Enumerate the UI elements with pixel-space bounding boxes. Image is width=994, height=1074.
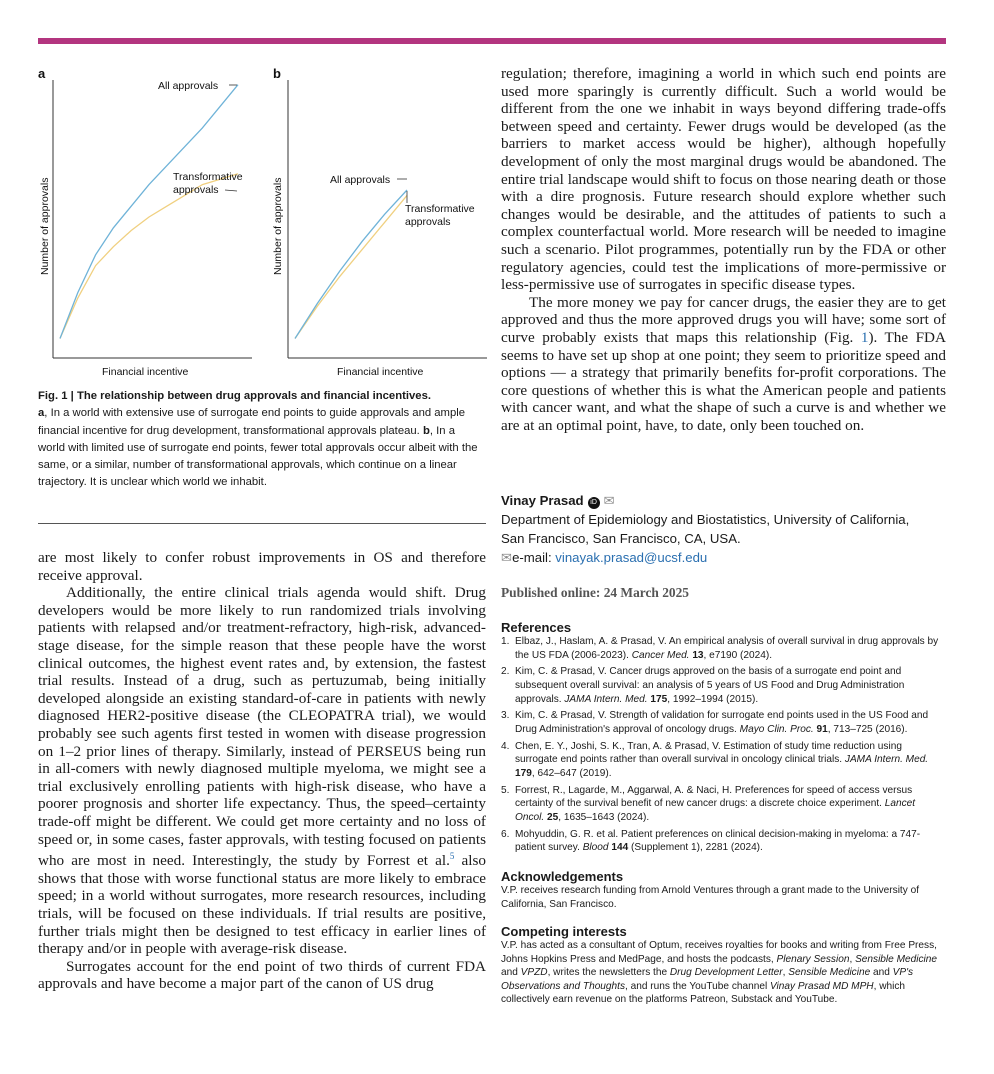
reference-pages: , 1635–1643 (2024). bbox=[558, 811, 650, 823]
panel-a-all-label: All approvals bbox=[158, 80, 219, 92]
panel-b-trans-label-1: Transformative bbox=[405, 203, 475, 215]
caption-b-text: , In a world with limited use of surrogate end points, fewer total approvals occur albeit with the same, or a similar, number of transformational approvals, which continue on a linear trajectory. It is unclear which world we inhabit. bbox=[38, 424, 478, 489]
panel-b-label: b bbox=[273, 66, 281, 81]
reference-journal: Mayo Clin. Proc. bbox=[739, 723, 814, 735]
caption-a-label: a bbox=[38, 407, 45, 420]
reference-volume: 13 bbox=[692, 649, 704, 661]
panel-b-all-label: All approvals bbox=[330, 174, 391, 186]
published-date: Published online: 24 March 2025 bbox=[501, 585, 689, 600]
author-affiliation-1: Department of Epidemiology and Biostatistics, University of California, bbox=[501, 512, 910, 527]
caption-a-text: , In a world with extensive use of surrogate end points to guide approvals and ample financial incentive for drug development, transformational approvals plateau. bbox=[38, 407, 466, 437]
reference-text: Kim, C. & Prasad, V. Cancer drugs approved on the basis of a surrogate end point and subsequent overall survival: an analysis of 5 years of US Food and Drug Administration approvals. bbox=[515, 666, 905, 705]
reference-item bbox=[501, 709, 946, 736]
panel-a-trans-label-1: Transformative bbox=[173, 171, 243, 183]
reference-text: Chen, E. Y., Joshi, S. K., Tran, A. & Prasad, V. Estimation of study time reduction using surrogate end points rather than overall survival in oncology clinical trials. bbox=[515, 740, 902, 766]
reference-pages: , 642–647 (2019). bbox=[531, 767, 612, 779]
reference-pages: , 713–725 (2016). bbox=[827, 723, 908, 735]
ci-i5: Sensible Medicine bbox=[788, 967, 871, 979]
reference-text: Mohyuddin, G. R. et al. Patient preferences on clinical decision-making in myeloma: a 747-patient survey. bbox=[515, 828, 921, 854]
ci-t2: , bbox=[849, 953, 856, 965]
email-prefix: e-mail: bbox=[512, 550, 556, 565]
reference-number: 2. bbox=[501, 666, 510, 678]
reference-volume: 179 bbox=[515, 767, 532, 779]
reference-item bbox=[501, 635, 946, 662]
panel-a-label: a bbox=[38, 66, 46, 81]
ci-t6: and bbox=[870, 967, 893, 979]
reference-text: Kim, C. & Prasad, V. Strength of validation for surrogate end points used in the US Food and Drug Administration's approval of oncology drugs. bbox=[515, 710, 929, 735]
ci-t3: and bbox=[501, 967, 521, 979]
panel-a-trans-label-2: approvals bbox=[173, 184, 219, 196]
reference-item bbox=[501, 828, 946, 855]
caption-b-label: b bbox=[422, 424, 430, 437]
reference-number: 6. bbox=[501, 828, 510, 840]
ci-t7: , and runs the YouTube channel bbox=[625, 980, 770, 992]
reference-item bbox=[501, 740, 946, 781]
right-paragraph-2-post: ). The FDA seems to have set up shop at one point; they seem to prioritize speed and options — a strategy that primarily benefits for-profit corporations. The core questions of whether this is what the American people and patients with cancer want, and what the shape of such a curve is and whether we are at an optimal point, have, to date, only been touched on. bbox=[501, 328, 946, 434]
acknowledgements-text: V.P. receives research funding from Arnold Ventures through a grant made to the University of California, San Francisco. bbox=[501, 885, 920, 910]
email-link[interactable]: vinayak.prasad@ucsf.edu bbox=[555, 550, 708, 565]
author-block bbox=[501, 492, 946, 567]
reference-pages: , 1992–1994 (2015). bbox=[667, 693, 759, 705]
reference-number: 5. bbox=[501, 784, 510, 796]
ci-t5: , bbox=[782, 967, 789, 979]
competing-interests-text bbox=[501, 939, 946, 1007]
author-affiliation-2: San Francisco, San Francisco, CA, USA. bbox=[501, 531, 741, 546]
top-accent-bar bbox=[38, 38, 946, 44]
author-name: Vinay Prasad bbox=[501, 493, 584, 508]
reference-number: 1. bbox=[501, 636, 510, 647]
left-paragraph-3: Surrogates account for the end point of two thirds of current FDA approvals and have become a major part of the canon of US drug bbox=[38, 957, 486, 993]
left-paragraph-1: are most likely to confer robust improvements in OS and therefore receive approval. bbox=[38, 549, 486, 584]
panel-a-all-approvals-line bbox=[60, 85, 238, 339]
left-body-column bbox=[38, 549, 486, 993]
ci-i4: Drug Development Letter bbox=[669, 967, 783, 979]
author-email-line bbox=[501, 548, 946, 567]
acknowledgements-section bbox=[501, 869, 946, 911]
reference-pages: , e7190 (2024). bbox=[703, 649, 773, 661]
panel-a-xlabel: Financial incentive bbox=[102, 366, 189, 378]
panel-b-all-approvals-line bbox=[295, 190, 407, 339]
reference-text: Forrest, R., Lagarde, M., Aggarwal, A. & Naci, H. Preferences for speed of access versus certainty of the survival benefit of new cancer drugs: a discrete choice experiment. bbox=[515, 784, 913, 810]
reference-pages: (Supplement 1), 2281 (2024). bbox=[628, 842, 763, 854]
panel-a-transformative-line bbox=[60, 174, 238, 339]
ci-t1: V.P. has acted as a consultant of Optum, receives royalties for books and writing from Free Press, Johns Hopkins Press and MedPage, and hosts the podcasts, bbox=[501, 940, 937, 965]
reference-volume: 91 bbox=[816, 723, 828, 735]
panel-b-transformative-line bbox=[295, 195, 407, 338]
caption-title: Fig. 1 | The relationship between drug approvals and financial incentives. bbox=[38, 390, 431, 402]
panel-b-trans-label-2: approvals bbox=[405, 216, 451, 228]
references-list bbox=[501, 635, 946, 855]
ci-t8: , which collectively earn revenue on the platforms Patreon, Substack and YouTube. bbox=[501, 980, 906, 1006]
ci-i6: VP's Observations and Thoughts bbox=[501, 967, 914, 992]
competing-interests-section bbox=[501, 924, 946, 1007]
reference-volume: 175 bbox=[650, 693, 668, 705]
competing-interests-heading: Competing interests bbox=[501, 924, 627, 939]
references-section bbox=[501, 620, 946, 858]
left-paragraph-2-text: Additionally, the entire clinical trials agenda would shift. Drug developers would be more likely to run randomized trials involving patients with relapsed and/or treatment-refractory, high-risk, advanced-stage disease, for the simple reason that these people have the worst clinical outcomes, the highest event rates and, by extension, the fastest trial results. Instead of a drug, such as pertuzumab, being initially developed alongside an existing standard-of-care in patients with newly diagnosed HER2-positive disease (the CLEOPATRA trial), we would probably see such agents first tested in women with disease progression on 1–2 prior lines of therapy. Similarly, instead of PERSEUS being run in all-comers with newly diagnosed multiple myeloma, we might see a trial exclusively enrolling patients with high-risk disease, who have a poorer prognosis and shorter life expectancy. Thus, the speed–certainty trade-off might be different. We could get more certainty and no loss of speed or, in some cases, faster approvals, with testing focused on patients who are most in need. Interestingly, the study by Forrest et al. bbox=[38, 584, 486, 870]
orcid-icon[interactable]: iD bbox=[588, 497, 600, 509]
citation-5-link[interactable]: 5 bbox=[449, 851, 455, 862]
ci-i1: Plenary Session bbox=[776, 953, 850, 965]
figure-caption bbox=[38, 388, 478, 492]
reference-journal: JAMA Intern. Med. bbox=[844, 754, 929, 766]
right-paragraph-2 bbox=[501, 294, 946, 435]
reference-volume: 144 bbox=[611, 842, 629, 854]
reference-journal: JAMA Intern. Med. bbox=[564, 693, 648, 705]
reference-number: 4. bbox=[501, 740, 510, 752]
reference-journal: Blood bbox=[582, 842, 609, 854]
ci-i7: Vinay Prasad MD MPH bbox=[770, 980, 874, 992]
right-paragraph-2-pre: The more money we pay for cancer drugs, the easier they are to get approved and thus the more approved drugs you will have; some sort of curve probably exists that maps this relationship (Fig. bbox=[501, 293, 946, 346]
reference-number: 3. bbox=[501, 710, 510, 722]
reference-item bbox=[501, 784, 946, 825]
ci-i2: Sensible Medicine bbox=[855, 953, 937, 965]
reference-journal: Lancet Oncol. bbox=[515, 798, 916, 823]
reference-volume: 25 bbox=[547, 811, 559, 823]
email-icon: ✉ bbox=[501, 550, 513, 565]
ci-t4: , writes the newsletters the bbox=[547, 967, 670, 979]
acknowledgements-heading: Acknowledgements bbox=[501, 869, 624, 884]
left-paragraph-2-post: also shows that those with worse functional status are more likely to embrace speed; in a world without surrogates, more research resources, including trials, will be focused on these individuals. If trial results are positive, further trials might then be designed to test efficacy in earlier lines of therapy and/or in people with average-risk disease. bbox=[38, 852, 486, 958]
panel-b-xlabel: Financial incentive bbox=[337, 366, 424, 378]
references-heading: References bbox=[501, 620, 572, 635]
reference-journal: Cancer Med. bbox=[631, 649, 690, 661]
mail-icon[interactable]: ✉ bbox=[603, 493, 615, 508]
panel-a-trans-leader bbox=[225, 190, 237, 191]
figure-panel-b bbox=[265, 60, 495, 385]
figure-panel-a bbox=[30, 60, 260, 385]
caption-divider bbox=[38, 523, 486, 524]
panel-b-ylabel: Number of approvals bbox=[272, 177, 284, 275]
reference-item bbox=[501, 665, 946, 706]
panel-a-ylabel: Number of approvals bbox=[39, 177, 51, 275]
ci-i3: VPZD bbox=[520, 967, 548, 979]
right-body-column bbox=[501, 65, 946, 434]
left-paragraph-2 bbox=[38, 584, 486, 958]
reference-text: Elbaz, J., Haslam, A. & Prasad, V. An empirical analysis of overall survival in drug approvals by the US FDA (2006-2023). bbox=[515, 636, 939, 661]
right-paragraph-1: regulation; therefore, imagining a world in which such end points are used more sparingly is currently difficult. Such a world would be different from the one we inhabit in ways beyond differing trade-offs between speed and certainty. Fewer drugs would be developed (as the barriers to market access would be higher), although hopefully development of only the most marginal drugs would be abandoned. The entire trial landscape would shift to focus on those nearing death or those with a dire prognosis. Future research should explore whether such changes would be desirable, and the attitudes of patients to such a complex counterfactual world. More research will be needed to imagine such a scenario. Pilot programmes, potentially run by the FDA or other regulatory agencies, could test the implications of more-permissive or less-permissive use of surrogates in specific disease types. bbox=[501, 65, 946, 294]
figure-1-link[interactable]: 1 bbox=[860, 328, 869, 346]
